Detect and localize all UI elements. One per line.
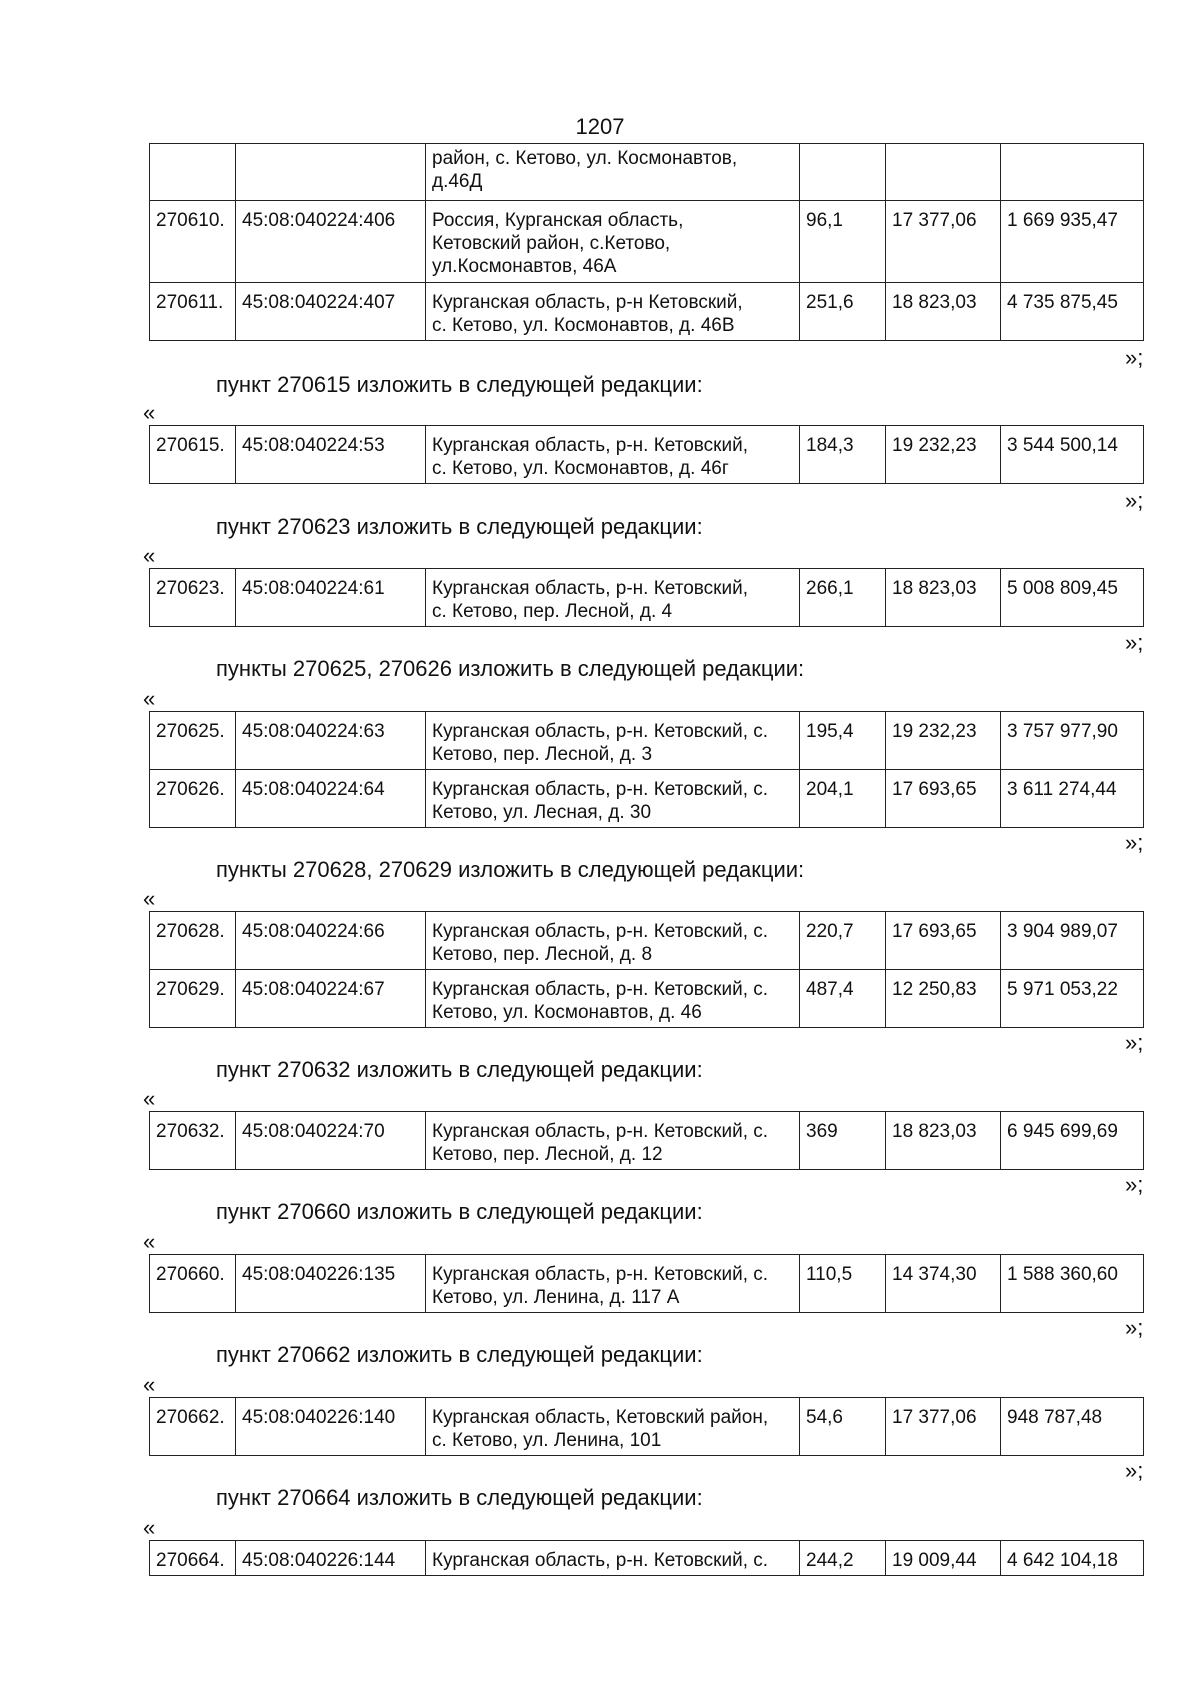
table-row	[150, 712, 1144, 770]
row-number-cell: 270615.	[150, 426, 236, 484]
closing-quote: »;	[1125, 1458, 1144, 1483]
unit-price-cell: 18 823,03	[886, 1112, 1001, 1170]
amendment-instruction: пункт 270662 изложить в следующей редакции:	[216, 1342, 703, 1367]
registry-table	[149, 1397, 1144, 1456]
address-cell: Курганская область, р-н. Кетовский, с. Кетово, пер. Лесной, д. 3	[426, 712, 800, 770]
registry-table	[149, 425, 1144, 484]
address-cell: Россия, Курганская область, Кетовский район, с.Кетово, ул.Космонавтов, 46А	[426, 201, 800, 283]
area-cell: 184,3	[800, 426, 886, 484]
closing-quote: »;	[1125, 1172, 1144, 1197]
table-row	[150, 569, 1144, 627]
area-cell	[800, 144, 886, 201]
unit-price-cell: 19 232,23	[886, 712, 1001, 770]
address-cell: Курганская область, Кетовский район, с. Кетово, ул. Ленина, 101	[426, 1398, 800, 1456]
opening-quote: «	[143, 1515, 156, 1540]
unit-price-cell: 17 693,65	[886, 770, 1001, 828]
row-number-cell: 270625.	[150, 712, 236, 770]
unit-price-cell: 19 232,23	[886, 426, 1001, 484]
address-cell: Курганская область, р-н. Кетовский, с. Кетово, пер. Лесной, д. 4	[426, 569, 800, 627]
area-cell: 204,1	[800, 770, 886, 828]
registry-table	[149, 1254, 1144, 1313]
closing-quote: »;	[1125, 345, 1144, 370]
area-cell: 54,6	[800, 1398, 886, 1456]
row-number-cell: 270611.	[150, 283, 236, 341]
registry-table	[149, 711, 1144, 828]
unit-price-cell: 18 823,03	[886, 569, 1001, 627]
page-number: 1207	[575, 114, 625, 139]
total-value-cell: 4 735 875,45	[1001, 283, 1144, 341]
total-value-cell: 5 971 053,22	[1001, 970, 1144, 1028]
table-row	[150, 1112, 1144, 1170]
total-value-cell: 1 669 935,47	[1001, 201, 1144, 283]
amendment-instruction: пункты 270628, 270629 изложить в следующей редакции:	[216, 857, 805, 882]
unit-price-cell: 12 250,83	[886, 970, 1001, 1028]
amendment-instruction: пункт 270623 изложить в следующей редакции:	[216, 514, 703, 539]
table-row	[150, 283, 1144, 341]
row-number-cell: 270662.	[150, 1398, 236, 1456]
address-cell: Курганская область, р-н. Кетовский, с.	[426, 1541, 800, 1576]
cadastral-number-cell: 45:08:040226:140	[236, 1398, 426, 1456]
address-cell: Курганская область, р-н. Кетовский, с. Кетово, пер. Лесной, д. 12	[426, 1112, 800, 1170]
opening-quote: «	[143, 400, 156, 425]
table-row	[150, 970, 1144, 1028]
table-row	[150, 1398, 1144, 1456]
area-cell: 195,4	[800, 712, 886, 770]
table-row	[150, 770, 1144, 828]
unit-price-cell: 17 377,06	[886, 1398, 1001, 1456]
table-row	[150, 144, 1144, 201]
cadastral-number-cell: 45:08:040224:64	[236, 770, 426, 828]
total-value-cell	[1001, 144, 1144, 201]
amendment-instruction: пункты 270625, 270626 изложить в следующей редакции:	[216, 656, 805, 681]
total-value-cell: 3 544 500,14	[1001, 426, 1144, 484]
cadastral-number-cell: 45:08:040226:135	[236, 1255, 426, 1313]
closing-quote: »;	[1125, 630, 1144, 655]
registry-table	[149, 1540, 1144, 1576]
total-value-cell: 1 588 360,60	[1001, 1255, 1144, 1313]
opening-quote: «	[143, 886, 156, 911]
opening-quote: «	[143, 1086, 156, 1111]
address-cell: Курганская область, р-н Кетовский, с. Кетово, ул. Космонавтов, д. 46В	[426, 283, 800, 341]
area-cell: 487,4	[800, 970, 886, 1028]
unit-price-cell: 14 374,30	[886, 1255, 1001, 1313]
row-number-cell: 270629.	[150, 970, 236, 1028]
row-number-cell: 270628.	[150, 912, 236, 970]
row-number-cell	[150, 144, 236, 201]
total-value-cell: 3 757 977,90	[1001, 712, 1144, 770]
cadastral-number-cell: 45:08:040224:407	[236, 283, 426, 341]
registry-table-top	[149, 143, 1144, 341]
address-cell: Курганская область, р-н. Кетовский, с. Кетово, ул. Космонавтов, д. 46г	[426, 426, 800, 484]
unit-price-cell: 18 823,03	[886, 283, 1001, 341]
cadastral-number-cell: 45:08:040224:67	[236, 970, 426, 1028]
cadastral-number-cell: 45:08:040226:144	[236, 1541, 426, 1576]
unit-price-cell: 17 377,06	[886, 201, 1001, 283]
opening-quote: «	[143, 686, 156, 711]
amendment-instruction: пункт 270632 изложить в следующей редакции:	[216, 1057, 703, 1082]
area-cell: 251,6	[800, 283, 886, 341]
address-cell: Курганская область, р-н. Кетовский, с. Кетово, ул. Космонавтов, д. 46	[426, 970, 800, 1028]
address-cell: Курганская область, р-н. Кетовский, с. Кетово, пер. Лесной, д. 8	[426, 912, 800, 970]
registry-table	[149, 568, 1144, 627]
table-row	[150, 1255, 1144, 1313]
cadastral-number-cell: 45:08:040224:53	[236, 426, 426, 484]
area-cell: 369	[800, 1112, 886, 1170]
amendment-instruction: пункт 270664 изложить в следующей редакции:	[216, 1485, 703, 1510]
amendment-instruction: пункт 270615 изложить в следующей редакции:	[216, 372, 703, 397]
address-cell: Курганская область, р-н. Кетовский, с. Кетово, ул. Ленина, д. 117 А	[426, 1255, 800, 1313]
address-cell: Курганская область, р-н. Кетовский, с. Кетово, ул. Лесная, д. 30	[426, 770, 800, 828]
row-number-cell: 270610.	[150, 201, 236, 283]
amendment-instruction: пункт 270660 изложить в следующей редакции:	[216, 1199, 703, 1224]
row-number-cell: 270632.	[150, 1112, 236, 1170]
registry-table	[149, 911, 1144, 1028]
total-value-cell: 6 945 699,69	[1001, 1112, 1144, 1170]
unit-price-cell	[886, 144, 1001, 201]
table-row	[150, 912, 1144, 970]
area-cell: 110,5	[800, 1255, 886, 1313]
total-value-cell: 3 611 274,44	[1001, 770, 1144, 828]
row-number-cell: 270623.	[150, 569, 236, 627]
closing-quote: »;	[1125, 830, 1144, 855]
closing-quote: »;	[1125, 488, 1144, 513]
row-number-cell: 270664.	[150, 1541, 236, 1576]
cadastral-number-cell: 45:08:040224:70	[236, 1112, 426, 1170]
total-value-cell: 3 904 989,07	[1001, 912, 1144, 970]
cadastral-number-cell	[236, 144, 426, 201]
opening-quote: «	[143, 1229, 156, 1254]
closing-quote: »;	[1125, 1315, 1144, 1340]
table-row	[150, 426, 1144, 484]
area-cell: 96,1	[800, 201, 886, 283]
cadastral-number-cell: 45:08:040224:66	[236, 912, 426, 970]
opening-quote: «	[143, 543, 156, 568]
cadastral-number-cell: 45:08:040224:63	[236, 712, 426, 770]
table-row	[150, 1541, 1144, 1576]
unit-price-cell: 17 693,65	[886, 912, 1001, 970]
cadastral-number-cell: 45:08:040224:61	[236, 569, 426, 627]
closing-quote: »;	[1125, 1030, 1144, 1055]
row-number-cell: 270660.	[150, 1255, 236, 1313]
cadastral-number-cell: 45:08:040224:406	[236, 201, 426, 283]
total-value-cell: 948 787,48	[1001, 1398, 1144, 1456]
table-row	[150, 201, 1144, 283]
registry-table	[149, 1111, 1144, 1170]
address-cell: район, с. Кетово, ул. Космонавтов, д.46Д	[426, 144, 800, 201]
opening-quote: «	[143, 1372, 156, 1397]
total-value-cell: 4 642 104,18	[1001, 1541, 1144, 1576]
total-value-cell: 5 008 809,45	[1001, 569, 1144, 627]
unit-price-cell: 19 009,44	[886, 1541, 1001, 1576]
area-cell: 220,7	[800, 912, 886, 970]
area-cell: 244,2	[800, 1541, 886, 1576]
area-cell: 266,1	[800, 569, 886, 627]
row-number-cell: 270626.	[150, 770, 236, 828]
